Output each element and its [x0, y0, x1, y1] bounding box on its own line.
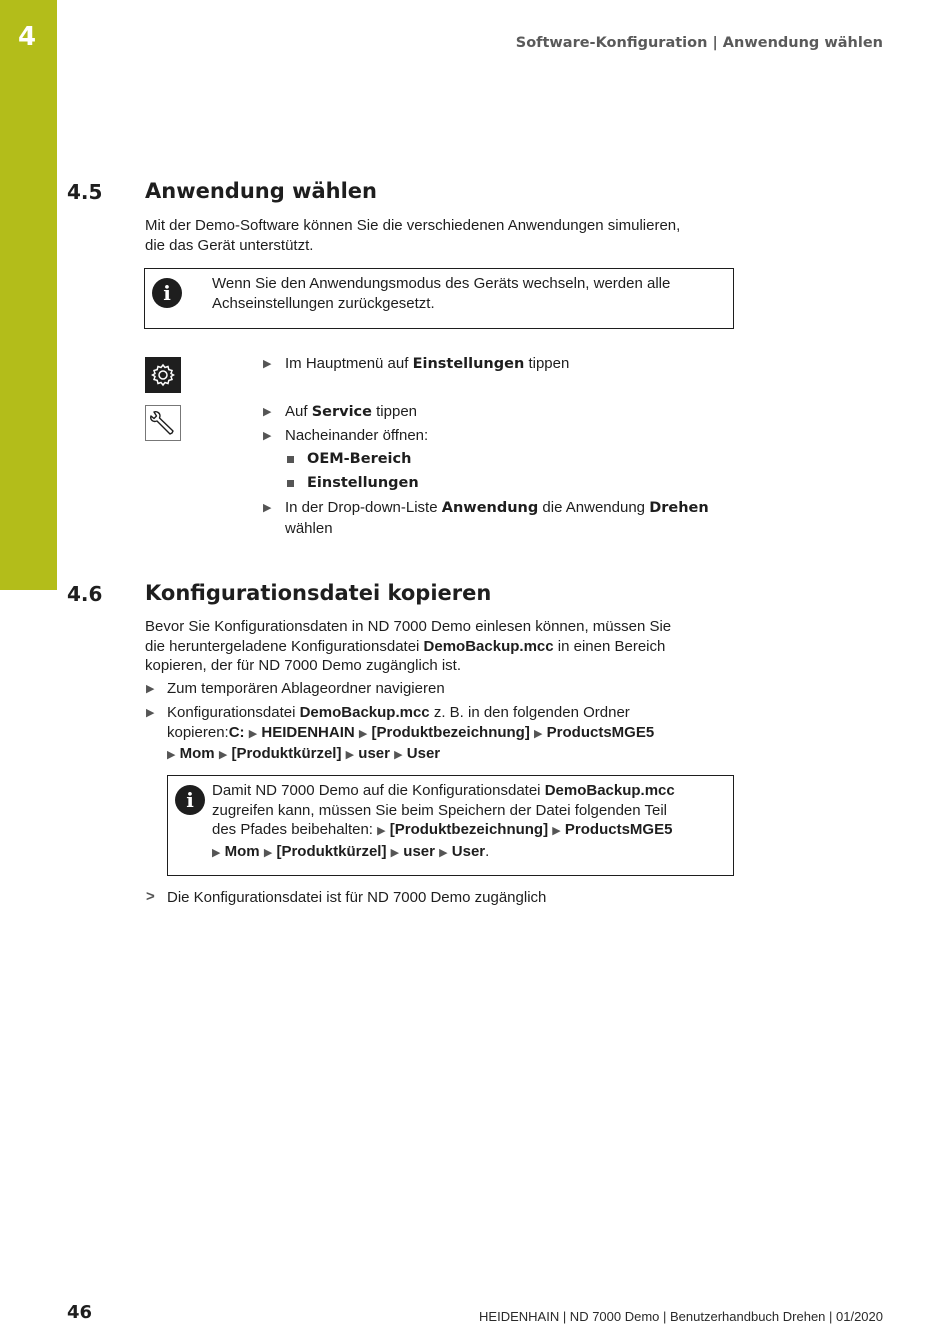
sub-item: OEM-Bereich: [307, 451, 412, 467]
info-note-text: Damit ND 7000 Demo auf die Konfigurationsdatei DemoBackup.mcc zugreifen kann, müssen Sie beim Speichern der Datei folgenden Teil des Pfades beibehalten: ▶ [Produktbezeichnung] ▶ ProductsMGE5 ▶ Mom ▶ [Produktkürzel] ▶ user ▶ User.: [212, 782, 675, 860]
step-item: Zum temporären Ablageordner navigieren: [167, 680, 445, 697]
step-marker-icon: ▶: [263, 430, 272, 442]
step-marker-icon: ▶: [146, 683, 155, 695]
section-number: 4.5: [67, 180, 103, 204]
section-intro: Bevor Sie Konfigurationsdaten in ND 7000 Demo einlesen können, müssen Sie die heruntergeladene Konfigurationsdatei DemoBackup.mcc in einen Bereich kopieren, der für ND 7000 Demo zugänglich ist.: [145, 618, 672, 674]
step-marker-icon: ▶: [263, 406, 272, 418]
step-item: Konfigurationsdatei DemoBackup.mcc z. B. in den folgenden Ordner kopieren:C: ▶ HEIDENHAIN ▶ [Produktbezeichnung] ▶ ProductsMGE5 ▶ Mom ▶ [Produktkürzel] ▶ user ▶ User: [167, 704, 655, 762]
footer-text: HEIDENHAIN | ND 7000 Demo | Benutzerhandbuch Drehen | 01/2020: [479, 1309, 883, 1324]
info-icon: i: [175, 785, 205, 815]
step-item: Nacheinander öffnen:: [285, 427, 429, 444]
step-marker-icon: ▶: [146, 707, 155, 719]
chapter-number: 4: [18, 22, 37, 52]
info-icon: i: [152, 278, 182, 308]
sub-item: Einstellungen: [307, 475, 419, 491]
running-header: Software-Konfiguration | Anwendung wählen: [515, 35, 883, 51]
result-text: Die Konfigurationsdatei ist für ND 7000 Demo zugänglich: [167, 889, 547, 906]
section-title: Konfigurationsdatei kopieren: [145, 581, 492, 605]
gear-icon: [145, 357, 181, 393]
section-number: 4.6: [67, 582, 103, 606]
result-marker: >: [146, 888, 155, 905]
section-intro: Mit der Demo-Software können Sie die verschiedenen Anwendungen simulieren, die das Gerät unterstützt.: [145, 217, 681, 254]
wrench-icon: [145, 405, 181, 441]
step-item: In der Drop-down-Liste Anwendung die Anwendung Drehen wählen: [285, 499, 709, 537]
bullet-square-icon: [287, 456, 294, 463]
info-note-text: Wenn Sie den Anwendungsmodus des Geräts wechseln, werden alle Achseinstellungen zurückgesetzt.: [212, 275, 671, 312]
bullet-square-icon: [287, 480, 294, 487]
step-item: Auf Service tippen: [285, 403, 418, 420]
step-marker-icon: ▶: [263, 358, 272, 370]
step-marker-icon: ▶: [263, 502, 272, 514]
section-title: Anwendung wählen: [145, 179, 377, 203]
page-number: 46: [67, 1302, 93, 1323]
step-item: Im Hauptmenü auf Einstellungen tippen: [285, 355, 570, 372]
chapter-tab: [0, 0, 57, 590]
